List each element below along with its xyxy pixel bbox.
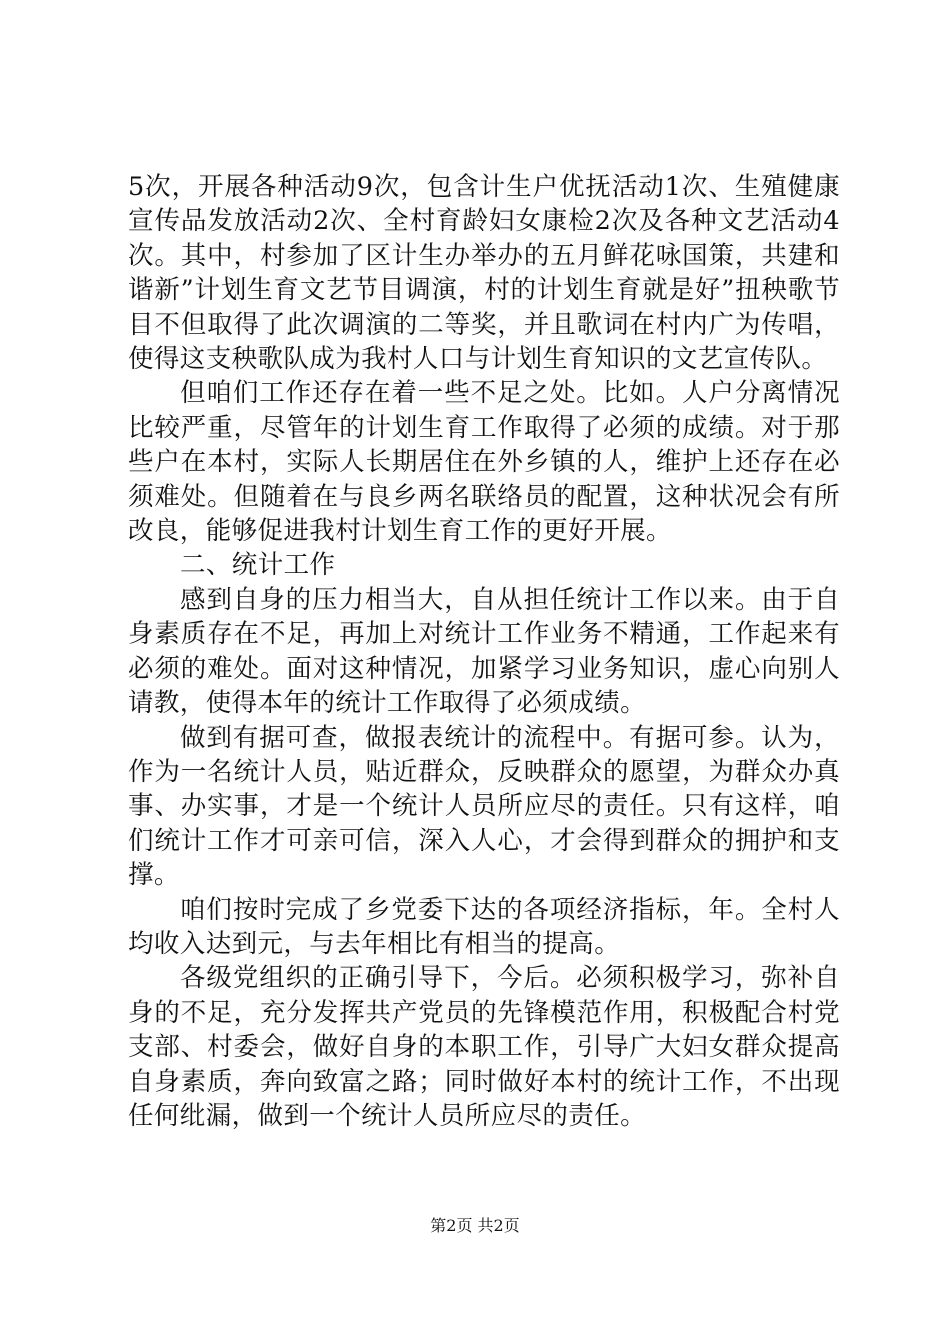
section-heading-statistics: 二、统计工作 (180, 550, 336, 581)
paragraph-future: 各级党组织的正确引导下，今后。必须积极学习，弥补自身的不足，充分发挥共产党员的先锋模范作用，积极配合村党支部、村委会，做好自身的本职工作，引导广大妇女群众提高自身素质，奔向致富之路；同时做好本村的统计工作，不出现任何纰漏，做到一个统计人员所应尽的责任。 (128, 963, 840, 1131)
paragraph-activities: 5次，开展各种活动9次，包含计生户优抚活动1次、生殖健康宣传品发放活动2次、全村育龄妇女康检2次及各种文艺活动4次。其中，村参加了区计生办举办的五月鲜花咏国策，共建和谐新”计划生育文艺节目调演，村的计划生育就是好”扭秧歌节目不但取得了此次调演的二等奖，并且歌词在村内广为传唱，使得这支秧歌队成为我村人口与计划生育知识的文艺宣传队。 (128, 172, 840, 375)
paragraph-evidence: 做到有据可查，做报表统计的流程中。有据可参。认为，作为一名统计人员，贴近群众，反映群众的愿望，为群众办真事、办实事，才是一个统计人员所应尽的责任。只有这样，咱们统计工作才可亲可信，深入人心，才会得到群众的拥护和支撑。 (128, 722, 840, 891)
paragraph-pressure: 感到自身的压力相当大，自从担任统计工作以来。由于自身素质存在不足，再加上对统计工作业务不精通，工作起来有必须的难处。面对这种情况，加紧学习业务知识，虚心向别人请教，使得本年的统计工作取得了必须成绩。 (128, 584, 840, 719)
paragraph-shortcomings: 但咱们工作还存在着一些不足之处。比如。人户分离情况比较严重，尽管年的计划生育工作取得了必须的成绩。对于那些户在本村，实际人长期居住在外乡镇的人，维护上还存在必须难处。但随着在与良乡两名联络员的配置，这种状况会有所改良，能够促进我村计划生育工作的更好开展。 (128, 378, 840, 547)
paragraph-indicators: 咱们按时完成了乡党委下达的各项经济指标，年。全村人均收入达到元，与去年相比有相当的提高。 (128, 894, 840, 959)
page-number-footer: 第2页 共2页 (430, 1216, 520, 1235)
document-body (128, 170, 840, 1133)
